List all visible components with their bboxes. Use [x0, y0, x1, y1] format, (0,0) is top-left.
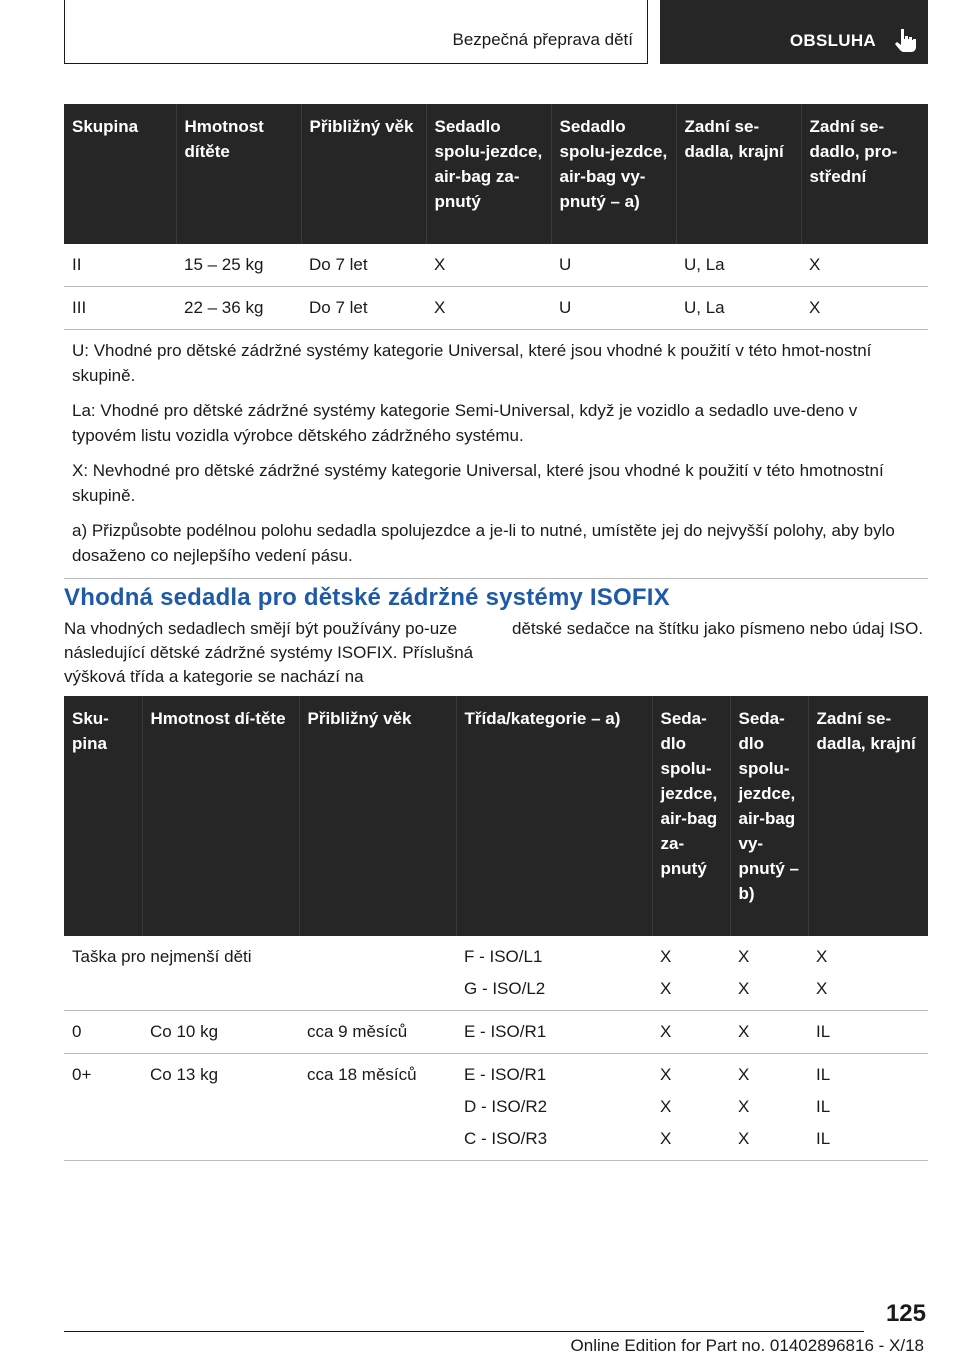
cell-class — [456, 1054, 652, 1161]
cell-airbag-on — [652, 936, 730, 1011]
col-header-age: Přibližný věk — [299, 696, 456, 936]
cell-weight: 22 – 36 kg — [176, 287, 301, 330]
cell-rear-outer: U, La — [676, 244, 801, 287]
cell-airbag-on: X — [426, 244, 551, 287]
cell-airbag-off — [730, 936, 808, 1011]
page-number: 125 — [885, 1300, 926, 1327]
cell-airbag-on — [652, 1054, 730, 1161]
cell-rear-outer: U, La — [676, 287, 801, 330]
suitability-value: IL — [816, 1097, 831, 1116]
cell-airbag-on: X — [652, 1011, 730, 1054]
cell-rear-middle: X — [801, 244, 928, 287]
col-header-age: Přibližný věk — [301, 104, 426, 244]
footer-edition: Online Edition for Part no. 01402896816 - X/18 — [570, 1336, 924, 1355]
class-value: G - ISO/L2 — [464, 979, 546, 998]
cell-rear-middle: X — [801, 287, 928, 330]
cell-weight: Co 13 kg — [142, 1054, 299, 1161]
cell-age: Do 7 let — [301, 244, 426, 287]
cell-age: Do 7 let — [301, 287, 426, 330]
col-header-passenger-airbag-on: Sedadlo spolu-jezdce, air-bag za-pnutý — [426, 104, 551, 244]
note-x: X: Nevhodné pro dětské zádržné systémy kategorie Universal, které jsou vhodné k použití v této hmotnostní skupině. — [72, 461, 884, 505]
suitability-value: IL — [816, 1129, 831, 1148]
hand-pointer-icon — [892, 26, 920, 54]
cell-group: Taška pro nejmenší děti — [64, 936, 456, 1011]
table-row — [64, 244, 928, 287]
cell-group: III — [64, 287, 176, 330]
cell-airbag-off: X — [730, 1011, 808, 1054]
col-header-weight: Hmotnost dí-těte — [142, 696, 299, 936]
suitability-value: X — [816, 979, 828, 998]
table-row — [64, 1011, 928, 1054]
cell-group: 0 — [64, 1011, 142, 1054]
section-title: Vhodná sedadla pro dětské zádržné systémy ISOFIX — [64, 584, 670, 611]
col-header-group: Sku-pina — [64, 696, 142, 936]
header-section-box — [64, 0, 648, 64]
cell-airbag-on: X — [426, 287, 551, 330]
cell-rear-outer — [808, 1054, 928, 1161]
class-value: D - ISO/R2 — [464, 1097, 548, 1116]
suitability-value: X — [816, 947, 828, 966]
note-a: a) Přizpůsobte podélnou polohu sedadla spolujezdce a je-li to nutné, umístěte jej do nejvyšší polohy, aby bylo dosaženo co nejlepšího vedení pásu. — [72, 521, 895, 565]
cell-age: cca 9 měsíců — [299, 1011, 456, 1054]
col-header-passenger-airbag-off: Seda-dlo spolu-jezdce, air-bag vy-pnutý – b) — [730, 696, 808, 936]
header-section-title: Bezpečná přeprava dětí — [452, 30, 633, 49]
suitability-value: X — [660, 979, 672, 998]
suitability-value: X — [738, 1065, 750, 1084]
col-header-weight: Hmotnost dítěte — [176, 104, 301, 244]
col-header-rear-outer: Zadní se-dadla, krajní — [676, 104, 801, 244]
cell-age: cca 18 měsíců — [299, 1054, 456, 1161]
table-notes-row — [64, 330, 928, 579]
suitability-value: X — [738, 979, 750, 998]
table-notes — [64, 330, 928, 579]
suitability-value: IL — [816, 1065, 831, 1084]
cell-group: II — [64, 244, 176, 287]
cell-airbag-off: U — [551, 244, 676, 287]
class-value: F - ISO/L1 — [464, 947, 543, 966]
col-header-class: Třída/kategorie – a) — [456, 696, 652, 936]
suitability-value: X — [738, 1129, 750, 1148]
table-header-row — [64, 696, 928, 936]
section-text-col2: dětské sedačce na štítku jako písmeno nebo údaj ISO. — [512, 619, 924, 638]
suitability-value: X — [738, 1097, 750, 1116]
col-header-rear-middle: Zadní se-dadlo, pro-střední — [801, 104, 928, 244]
cell-airbag-off: U — [551, 287, 676, 330]
table-row — [64, 287, 928, 330]
cell-class: E - ISO/R1 — [456, 1011, 652, 1054]
cell-weight: 15 – 25 kg — [176, 244, 301, 287]
cell-airbag-off — [730, 1054, 808, 1161]
header-chapter-title: OBSLUHA — [789, 31, 876, 50]
suitability-value: X — [660, 1065, 672, 1084]
note-u: U: Vhodné pro dětské zádržné systémy kategorie Universal, které jsou vhodné k použití v této hmot-nostní skupině. — [72, 341, 872, 385]
cell-class — [456, 936, 652, 1011]
col-header-passenger-airbag-off: Sedadlo spolu-jezdce, air-bag vy-pnutý – a) — [551, 104, 676, 244]
class-value: C - ISO/R3 — [464, 1129, 548, 1148]
suitability-value: X — [738, 947, 750, 966]
col-header-group: Skupina — [64, 104, 176, 244]
suitability-value: X — [660, 1129, 672, 1148]
col-header-passenger-airbag-on: Seda-dlo spolu-jezdce, air-bag za-pnutý — [652, 696, 730, 936]
table-row — [64, 1054, 928, 1161]
cell-group: 0+ — [64, 1054, 142, 1161]
isofix-table — [64, 696, 928, 1161]
note-la: La: Vhodné pro dětské zádržné systémy kategorie Semi-Universal, když je vozidlo a sedadlo uve-deno v typovém listu vozidla výrobce dětského zádržného systému. — [72, 401, 858, 445]
suitability-value: X — [660, 947, 672, 966]
footer-divider — [64, 1331, 864, 1332]
cell-rear-outer — [808, 936, 928, 1011]
col-header-rear-outer: Zadní se-dadla, krajní — [808, 696, 928, 936]
suitability-value: X — [660, 1097, 672, 1116]
class-value: E - ISO/R1 — [464, 1065, 547, 1084]
header-chapter-box — [660, 0, 928, 64]
table-header-row — [64, 104, 928, 244]
child-seat-table — [64, 104, 928, 579]
cell-weight: Co 10 kg — [142, 1011, 299, 1054]
table-row — [64, 936, 928, 1011]
section-text-col1: Na vhodných sedadlech smějí být používány po-uze následující dětské zádržné systémy ISOFIX. Příslušná výšková třída a kategorie se nachází na — [64, 619, 474, 686]
cell-rear-outer: IL — [808, 1011, 928, 1054]
